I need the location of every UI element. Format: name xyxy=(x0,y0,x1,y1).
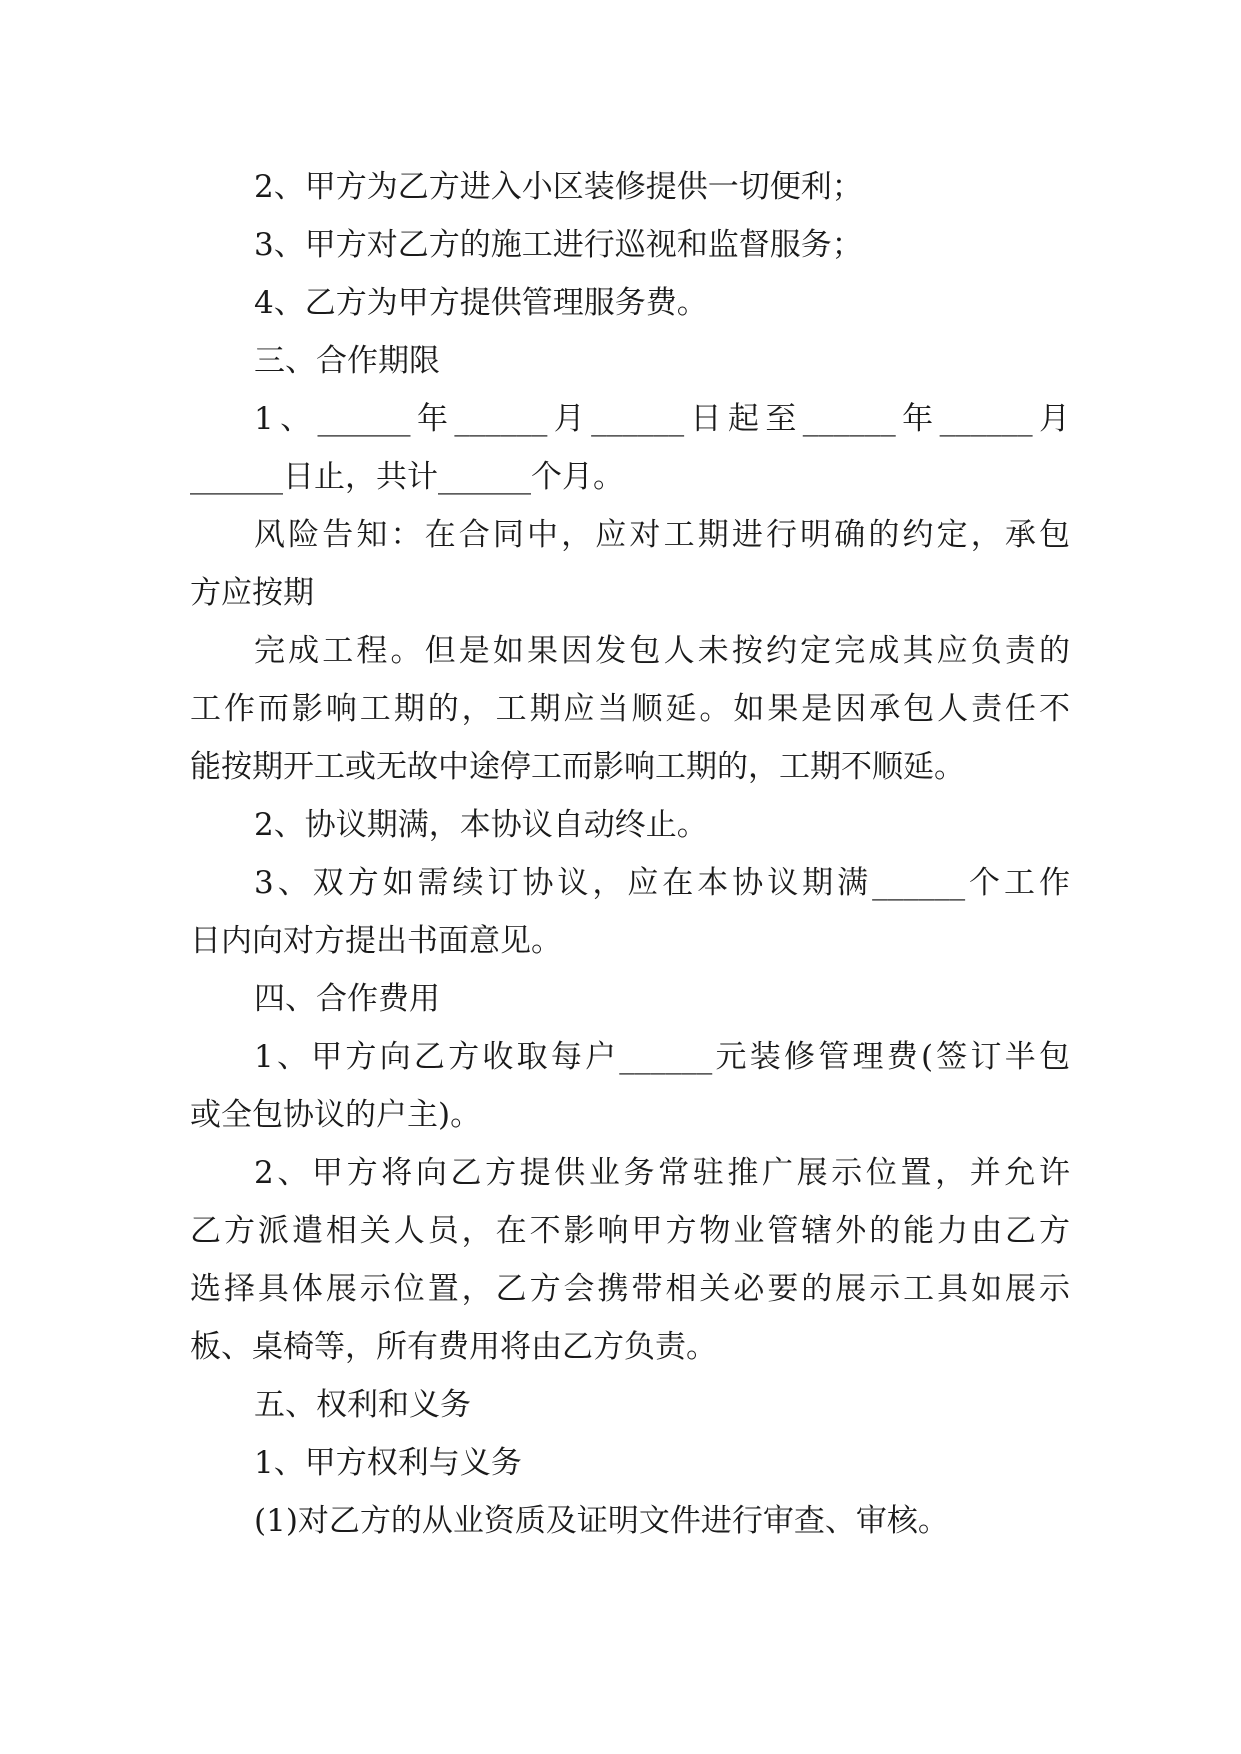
text-line: ______日止，共计______个月。 xyxy=(190,459,624,495)
text-line: 2、协议期满，本协议自动终止。 xyxy=(254,807,708,843)
text-line: 2、甲方将向乙方提供业务常驻推广展示位置，并允许 xyxy=(254,1155,1070,1191)
text-line: 方应按期 xyxy=(190,575,314,611)
text-line: 1、______年______月______日起至______年______月 xyxy=(254,401,1070,437)
text-line: 完成工程。但是如果因发包人未按约定完成其应负责的 xyxy=(254,633,1070,669)
text-line: 1、甲方权利与义务 xyxy=(254,1445,522,1481)
text-line: 工作而影响工期的，工期应当顺延。如果是因承包人责任不 xyxy=(190,691,1070,727)
section-heading: 三、合作期限 xyxy=(254,343,440,379)
text-line: 3、双方如需续订协议，应在本协议期满______个工作 xyxy=(254,865,1070,901)
text-line: 或全包协议的户主)。 xyxy=(190,1097,482,1133)
text-line: 能按期开工或无故中途停工而影响工期的，工期不顺延。 xyxy=(190,749,965,785)
text-line: (1)对乙方的从业资质及证明文件进行审查、审核。 xyxy=(254,1503,949,1539)
text-line: 2、甲方为乙方进入小区装修提供一切便利； xyxy=(254,169,863,205)
text-line: 板、桌椅等，所有费用将由乙方负责。 xyxy=(190,1329,717,1365)
text-line: 3、甲方对乙方的施工进行巡视和监督服务； xyxy=(254,227,863,263)
text-line: 选择具体展示位置，乙方会携带相关必要的展示工具如展示 xyxy=(190,1271,1070,1307)
text-line: 4、乙方为甲方提供管理服务费。 xyxy=(254,285,708,321)
text-line: 乙方派遣相关人员，在不影响甲方物业管辖外的能力由乙方 xyxy=(190,1213,1070,1249)
text-line: 风险告知：在合同中，应对工期进行明确的约定，承包 xyxy=(254,517,1070,553)
section-heading: 五、权利和义务 xyxy=(254,1387,471,1423)
section-heading: 四、合作费用 xyxy=(254,981,440,1017)
text-line: 1、甲方向乙方收取每户______元装修管理费(签订半包 xyxy=(254,1039,1070,1075)
text-line: 日内向对方提出书面意见。 xyxy=(190,923,562,959)
